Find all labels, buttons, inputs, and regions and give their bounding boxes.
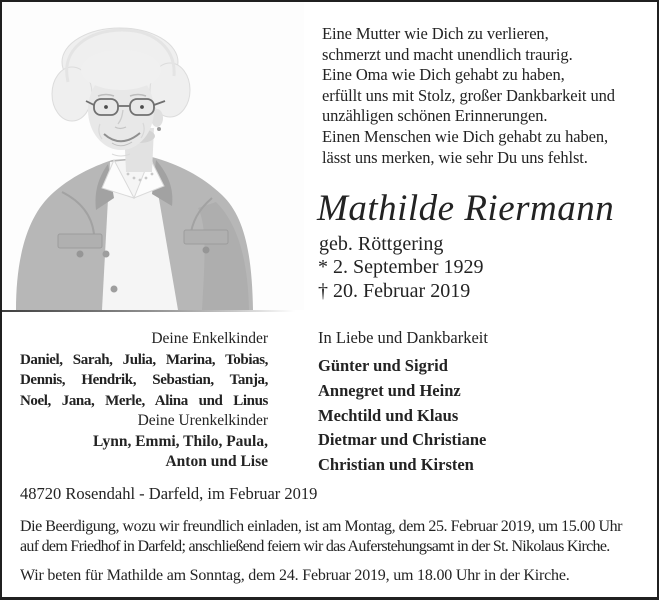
poem-line: schmerzt und macht unendlich traurig. xyxy=(322,44,573,64)
portrait-photo xyxy=(2,2,304,310)
mourner-name: Günter und Sigrid xyxy=(318,356,448,375)
poem-line: Eine Mutter wie Dich zu verlieren, xyxy=(322,24,549,43)
mourners-heading: In Liebe und Dankbarkeit xyxy=(318,328,488,347)
poem-line: Eine Oma wie Dich gehabt zu haben, xyxy=(322,65,565,85)
grandchildren-names-line: Daniel, Sarah, Julia, Marina, Tobias, xyxy=(20,351,268,368)
photo-bottom-edge xyxy=(2,310,295,312)
grandchildren-names-line: Noel, Jana, Merle, Alina und Linus xyxy=(20,392,268,409)
mourner-name: Mechtild und Klaus xyxy=(318,405,459,425)
poem-line: unzähligen schönen Erinnerungen. xyxy=(322,106,548,126)
funeral-notice-line: Die Beerdigung, wozu wir freundlich einladen, ist am Montag, dem 25. Februar 2019, um 15.00 Uhr xyxy=(20,518,623,535)
poem-line: Einen Menschen wie Dich gehabt zu haben, xyxy=(322,126,609,146)
maiden-name: geb. Röttgering xyxy=(319,233,444,255)
grandchildren-names-line: Dennis, Hendrik, Sebastian, Tanja, xyxy=(20,372,268,388)
great-grandchildren-heading: Deine Urenkelkinder xyxy=(137,412,268,429)
great-grandchildren-names-line: Lynn, Emmi, Thilo, Paula, xyxy=(92,432,268,450)
funeral-notice-line: auf dem Friedhof in Darfeld; anschließend feiern wir das Auferstehungsamt in der St. Nikolaus Kirche. xyxy=(20,537,610,555)
memorial-poem xyxy=(322,24,615,168)
mourner-name: Annegret und Heinz xyxy=(318,380,461,400)
grandchildren-block xyxy=(20,329,268,473)
grandchildren-heading: Deine Enkelkinder xyxy=(151,330,268,347)
death-date: † 20. Februar 2019 xyxy=(318,280,471,302)
place-date-line: 48720 Rosendahl - Darfeld, im Februar 2019 xyxy=(20,484,318,503)
mourner-name: Dietmar und Christiane xyxy=(318,430,487,450)
prayer-line: Wir beten für Mathilde am Sonntag, dem 24. Februar 2019, um 18.00 Uhr in der Kirche. xyxy=(20,567,570,584)
funeral-notice xyxy=(20,517,622,556)
portrait-photo-image xyxy=(2,2,304,310)
poem-line: lässt uns merken, wie sehr Du uns fehlst. xyxy=(322,147,588,167)
great-grandchildren-names-line: Anton und Lise xyxy=(165,453,268,470)
poem-line: erfüllt uns mit Stolz, großer Dankbarkeit und xyxy=(322,85,615,105)
mourners-block xyxy=(318,328,488,478)
mourner-name: Christian und Kirsten xyxy=(318,455,474,475)
birth-date: * 2. September 1929 xyxy=(318,256,484,278)
deceased-name: Mathilde Riermann xyxy=(317,188,615,229)
